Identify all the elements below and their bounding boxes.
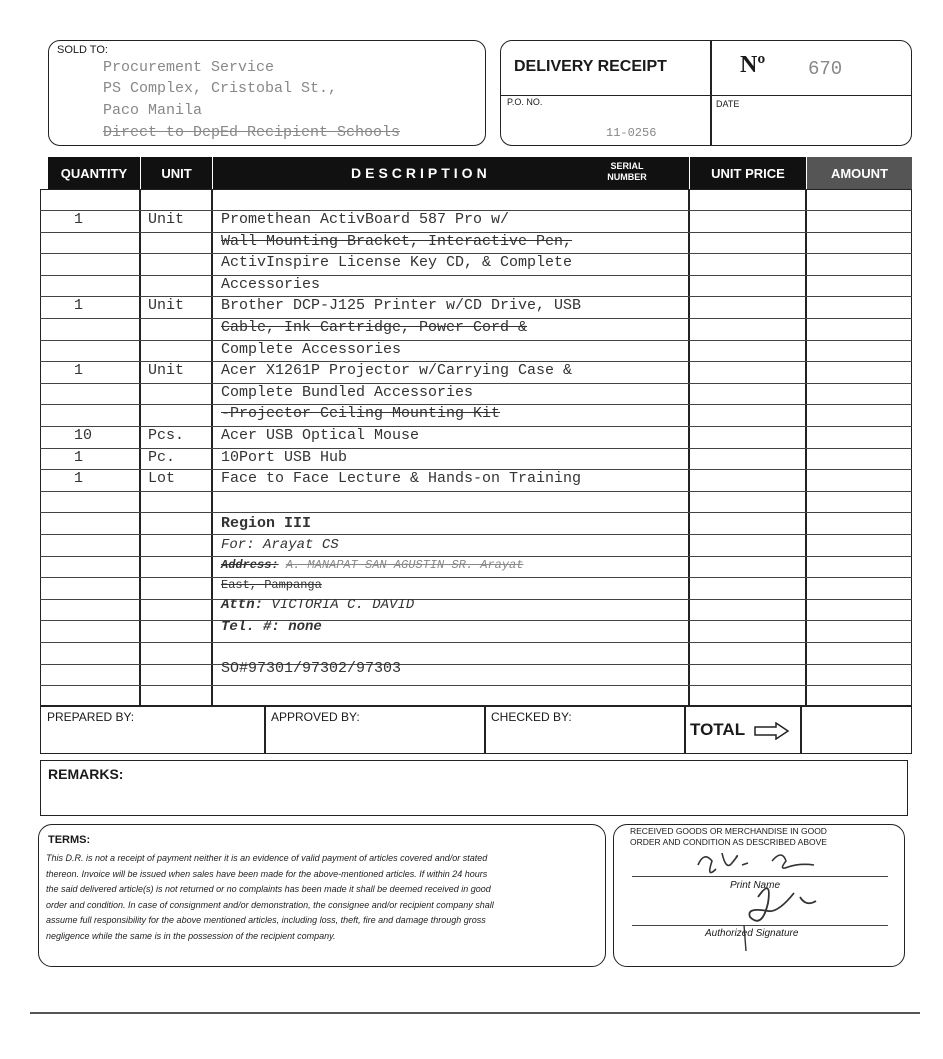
row-rule (40, 275, 912, 276)
header-serial-text: SERIAL NUMBER (607, 161, 647, 182)
terms-line: assume full responsibility for the above mentioned articles, including loss, theft, fire and damage through gross (46, 915, 486, 925)
row-unit: Unit (148, 297, 185, 315)
po-label: P.O. NO. (507, 97, 543, 107)
sold-to-line-3: Paco Manila (103, 102, 203, 119)
sig-divider-3 (684, 706, 686, 754)
row-description: Wall Mounting Bracket, Interactive Pen, (221, 232, 573, 250)
row-rule (40, 577, 912, 578)
receipt-number: 670 (808, 58, 843, 80)
header-unit (141, 157, 212, 189)
po-value: 11-0256 (606, 126, 657, 140)
header-quantity-text: QUANTITY (60, 165, 128, 181)
receipt-info-box (500, 40, 912, 146)
row-description: Brother DCP-J125 Printer w/CD Drive, USB (221, 297, 582, 315)
header-quantity (48, 157, 140, 189)
row-rule (40, 556, 912, 557)
total-text: TOTAL (690, 720, 745, 739)
sig-divider-4 (800, 706, 802, 754)
header-unit-price (690, 157, 806, 189)
terms-line: the said delivered article(s) is not returned or no complaints has been made it shall be deemed received in good (46, 884, 491, 894)
row-quantity: 1 (74, 362, 84, 380)
row-description: Complete Accessories (221, 340, 402, 358)
row-rule (40, 642, 912, 643)
terms-line: thereon. Invoice will be issued when sales have been made for the above-mentioned articles. If within 24 hours (46, 868, 488, 879)
row-description: Acer USB Optical Mouse (221, 427, 420, 444)
row-rule (40, 491, 912, 492)
terms-line: This D.R. is not a receipt of payment neither it is an evidence of valid payment of articles covered and/or stated (46, 853, 488, 863)
row-rule (40, 599, 912, 600)
region: Region III (221, 515, 312, 532)
receipt-number-label: Nº (740, 52, 766, 78)
row-description: Promethean ActivBoard 587 Pro w/ (221, 211, 510, 228)
date-label: DATE (716, 99, 740, 109)
receipt-title: DELIVERY RECEIPT (514, 58, 667, 75)
arrow-right-icon (754, 722, 790, 740)
print-name-label: Print Name (730, 880, 781, 891)
approved-by-label: APPROVED BY: (271, 710, 360, 724)
for-line (221, 537, 339, 553)
attn-value: VICTORIA C. DAVID (271, 597, 415, 613)
scan-edge-line (30, 1012, 920, 1014)
terms-line: negligence while the same is in the possession of the recipient company. (46, 930, 336, 941)
attn-line (221, 597, 414, 613)
row-rule (40, 685, 912, 686)
received-line-2: ORDER AND CONDITION AS DESCRIBED ABOVE (630, 837, 827, 847)
row-description: Accessories (221, 275, 321, 293)
sig-divider-2 (484, 706, 486, 754)
terms-line: order and condition. In case of consignment and/or demonstration, the consignee and/or recipient company shall (46, 899, 494, 910)
row-quantity: 1 (74, 470, 84, 488)
row-description: ActivInspire License Key CD, & Complete (221, 254, 573, 272)
for-label: For: (221, 537, 255, 553)
row-description: Face to Face Lecture & Hands-on Training (221, 470, 582, 488)
address-line-2: East, Pampanga (221, 578, 322, 592)
row-unit: Unit (148, 211, 185, 228)
row-description: 10Port USB Hub (221, 448, 348, 466)
header-unit-text: UNIT (161, 165, 192, 181)
sold-to-line-4: Direct to DepEd Recipient Schools (103, 124, 401, 141)
attn-label: Attn: (221, 597, 264, 613)
address-value: A. MANAPAT SAN AGUSTIN SR. Arayat (285, 558, 524, 572)
sold-to-label: SOLD TO: (57, 44, 108, 56)
checked-by-label: CHECKED BY: (491, 710, 572, 724)
row-rule (40, 664, 912, 665)
tel-value: none (288, 619, 322, 635)
tel-label: Tel. #: (221, 619, 280, 635)
header-description (213, 157, 689, 189)
sold-to-line-2: PS Complex, Cristobal St., (103, 80, 338, 97)
remarks-label: REMARKS: (48, 766, 124, 782)
row-rule (40, 383, 912, 384)
row-unit: Pc. (148, 448, 176, 466)
terms-text (46, 851, 602, 944)
header-unit-price-text: UNIT PRICE (711, 165, 785, 181)
remarks-box (40, 760, 908, 816)
sig-divider-1 (264, 706, 266, 754)
header-description-text: DESCRIPTION (351, 165, 491, 181)
row-quantity: 1 (74, 448, 84, 466)
row-description: Cable, Ink Cartridge, Power Cord & (221, 319, 528, 336)
sold-to-line-1: Procurement Service (103, 59, 275, 76)
row-unit: Unit (148, 362, 185, 380)
row-rule (40, 620, 912, 621)
row-description: -Projector Ceiling Mounting Kit (221, 405, 501, 423)
row-unit: Lot (148, 470, 176, 488)
address-label: Address: (221, 558, 279, 572)
row-quantity: 1 (74, 297, 84, 315)
row-rule (40, 340, 912, 341)
so-numbers: SO#97301/97302/97303 (221, 660, 402, 677)
row-description: Acer X1261P Projector w/Carrying Case & (221, 362, 573, 380)
row-rule (40, 534, 912, 535)
receipt-divider-h (500, 95, 912, 96)
terms-title: TERMS: (48, 834, 91, 846)
total-label (690, 720, 790, 740)
row-quantity: 10 (74, 427, 93, 444)
row-quantity: 1 (74, 211, 84, 228)
row-rule (40, 512, 912, 513)
address-line (221, 558, 523, 572)
tel-line (221, 619, 322, 635)
header-amount-text: AMOUNT (830, 165, 889, 181)
authorized-signature-label: Authorized Signature (705, 928, 799, 939)
received-line-1: RECEIVED GOODS OR MERCHANDISE IN GOOD (630, 826, 827, 836)
handwritten-signature (680, 845, 880, 955)
receipt-divider-v (710, 40, 712, 146)
prepared-by-label: PREPARED BY: (47, 710, 135, 724)
header-amount (807, 157, 912, 189)
row-unit: Pcs. (148, 427, 185, 444)
row-description: Complete Bundled Accessories (221, 383, 474, 401)
for-value: Arayat CS (263, 537, 339, 553)
